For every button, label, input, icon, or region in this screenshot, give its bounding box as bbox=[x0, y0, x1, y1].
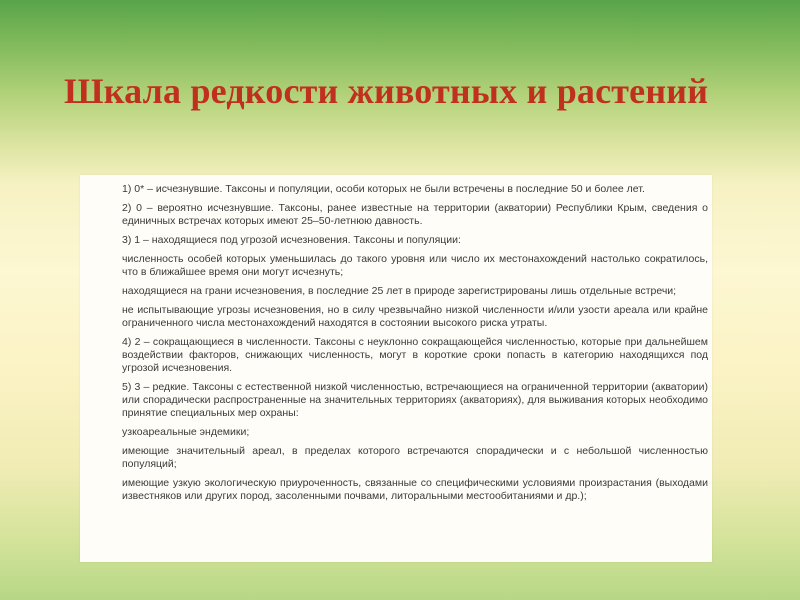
slide-title: Шкала редкости животных и растений bbox=[64, 71, 709, 111]
document-panel bbox=[80, 175, 712, 562]
paragraph-category-3: 5) 3 – редкие. Таксоны с естественной низкой численностью, встречающиеся на ограниченной территории (акватории) или спорадически распространенные на значительных территориях (акваториях), для выживания которых необходимо принятие специальных мер охраны: bbox=[122, 381, 708, 419]
paragraph-category-0-star: 1) 0* – исчезнувшие. Таксоны и популяции, особи которых не были встречены в последние 50 и более лет. bbox=[122, 183, 645, 195]
paragraph-category-2: 4) 2 – сокращающиеся в численности. Таксоны с неуклонно сокращающейся численностью, которые при дальнейшем воздействии факторов, снижающих численность, могут в короткие сроки попасть в категорию находящихся под угрозой исчезновения. bbox=[122, 336, 708, 374]
paragraph-category-3-item: имеющие узкую экологическую приуроченность, связанные со специфическими условиями произрастания (выходами известняков или других пород, засоленными почвами, литоральными местообитаниями и др.); bbox=[122, 477, 708, 502]
paragraph-category-1-item: не испытывающие угрозы исчезновения, но в силу чрезвычайно низкой численности и/или узости ареала или крайне ограниченного числа местонахождений находятся в состоянии высокого риска утраты. bbox=[122, 304, 708, 329]
document-body bbox=[122, 183, 708, 509]
paragraph-category-0: 2) 0 – вероятно исчезнувшие. Таксоны, ранее известные на территории (акватории) Республики Крым, сведения о единичных встречах которых имеют 25–50-летнюю давность. bbox=[122, 202, 708, 227]
paragraph-category-1-item: находящиеся на грани исчезновения, в последние 25 лет в природе зарегистрированы лишь отдельные встречи; bbox=[122, 285, 677, 297]
paragraph-category-1: 3) 1 – находящиеся под угрозой исчезновения. Таксоны и популяции: bbox=[122, 234, 461, 246]
paragraph-category-3-item: узкоареальные эндемики; bbox=[122, 426, 250, 438]
paragraph-category-3-item: имеющие значительный ареал, в пределах которого встречаются спорадически и с небольшой численностью популяций; bbox=[122, 445, 708, 470]
paragraph-category-1-item: численность особей которых уменьшилась до такого уровня или число их местонахождений настолько сократилось, что в ближайшее время они могут исчезнуть; bbox=[122, 253, 708, 278]
